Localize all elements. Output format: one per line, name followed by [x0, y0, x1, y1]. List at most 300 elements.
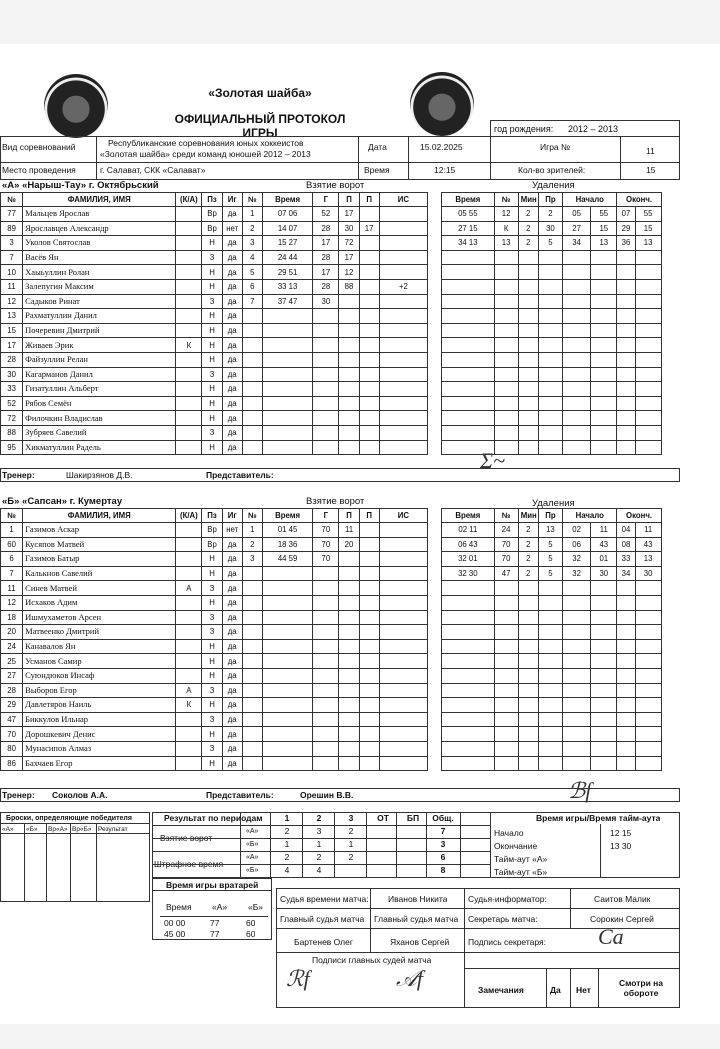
team-a-spacer: [428, 338, 442, 353]
team-a-header-3: Пз: [202, 193, 222, 207]
team-b-goal-time: [262, 625, 312, 640]
team-b-player-position: Н: [202, 654, 222, 669]
team-a-penalty-start-min: [563, 411, 591, 426]
date-value: 15.02.2025: [420, 142, 463, 152]
team-a-player-name: Живаев Эрик: [23, 338, 176, 353]
team-b-penalty-start-min: [563, 625, 591, 640]
team-b-goal-assist-2: [359, 581, 379, 596]
team-b-goal-assist-1: [339, 625, 359, 640]
team-b-penalty-reason: 5: [538, 566, 562, 581]
period-value-goals-b: 3: [440, 839, 446, 849]
team-b-penalty-time: [442, 595, 494, 610]
team-a-penalty-end-sec: [635, 309, 661, 324]
team-b-goal-time: [262, 639, 312, 654]
team-b-goal-strength: [379, 727, 427, 742]
team-a-goal-number: 7: [242, 294, 262, 309]
team-b-penalty-end-sec: 13: [635, 552, 661, 567]
period-value-goals-a: 2: [284, 826, 290, 836]
team-b-player-played: да: [222, 639, 242, 654]
team-a-header-9: П: [359, 193, 379, 207]
team-a-goal-scorer: [313, 411, 339, 426]
venue-label: Место проведения: [2, 165, 76, 175]
team-b-goal-assist-2: [359, 654, 379, 669]
team-b-spacer: [428, 727, 442, 742]
team-b-goal-scorer: 70: [313, 523, 339, 538]
team-a-spacer: [428, 396, 442, 411]
team-b-row: [1, 712, 680, 727]
team-a-penalty-reason: [538, 411, 562, 426]
team-a-row: [1, 265, 680, 280]
team-a-penalty-player: 12: [494, 207, 518, 222]
team-b-player-position: Вр: [202, 537, 222, 552]
team-a-penalty-end-sec: [635, 411, 661, 426]
team-b-goal-assist-2: [359, 566, 379, 581]
team-b-penalty-start-min: [563, 698, 591, 713]
head-ref-label-2: Главный судья матча: [374, 914, 459, 924]
team-b-penalty-time: [442, 698, 494, 713]
team-a-header-10: ИС: [379, 193, 427, 207]
team-a-penalty-player: [494, 265, 518, 280]
team-b-penalty-time: [442, 683, 494, 698]
head-ref-signature-1: ℛf: [286, 966, 310, 991]
team-b-table: [0, 508, 680, 771]
team-b-goal-strength: [379, 523, 427, 538]
team-a-rep-label: Представитель:: [206, 470, 274, 480]
team-b-goal-strength: [379, 756, 427, 771]
team-a-goal-time: [262, 440, 312, 455]
team-a-penalty-end-min: [617, 279, 635, 294]
team-b-goal-scorer: [313, 668, 339, 683]
team-b-player-number: 47: [1, 712, 23, 727]
team-b-row: [1, 639, 680, 654]
team-b-penalty-end-sec: [635, 698, 661, 713]
end-label: Окончание: [494, 841, 538, 851]
team-a-penalty-start-sec: 15: [591, 221, 617, 236]
team-b-row: [1, 537, 680, 552]
team-b-goal-number: [242, 625, 262, 640]
team-a-goal-number: 4: [242, 250, 262, 265]
team-b-penalty-end-sec: [635, 610, 661, 625]
team-a-penalty-reason: [538, 294, 562, 309]
team-b-goal-assist-2: [359, 741, 379, 756]
team-b-goals-title: Взятие ворот: [306, 496, 365, 507]
team-a-penalty-end-min: [617, 396, 635, 411]
team-b-goal-assist-2: [359, 727, 379, 742]
team-b-goal-assist-2: [359, 595, 379, 610]
team-a-penalty-start-min: [563, 294, 591, 309]
team-a-row: [1, 309, 680, 324]
team-a-player-played: нет: [222, 221, 242, 236]
team-b-goal-time: [262, 668, 312, 683]
team-b-player-role: [176, 610, 202, 625]
team-a-goal-scorer: [313, 323, 339, 338]
team-a-player-position: Вр: [202, 207, 222, 222]
team-b-penalty-end-sec: [635, 683, 661, 698]
team-a-coach: Шакирзянов Д.В.: [66, 470, 133, 480]
team-a-row: [1, 236, 680, 251]
team-b-penalty-start-sec: [591, 639, 617, 654]
team-a-player-role: [176, 221, 202, 236]
team-a-goal-scorer: [313, 396, 339, 411]
team-a-penalty-start-sec: [591, 279, 617, 294]
period-value-goals-a: 3: [316, 826, 322, 836]
team-a-header-7: Г: [313, 193, 339, 207]
team-a-player-number: 15: [1, 323, 23, 338]
team-a-goal-time: 33 13: [262, 279, 312, 294]
team-b-penalties-title: Удаления: [532, 498, 575, 509]
team-b-player-position: З: [202, 625, 222, 640]
team-b-penalty-end-min: [617, 756, 635, 771]
period-value-pim-a: 2: [316, 852, 322, 862]
team-a-penalty-minutes: 2: [518, 221, 538, 236]
team-b-player-position: З: [202, 610, 222, 625]
head-ref-label-1: Главный судья матча: [280, 914, 365, 924]
team-a-penalty-reason: [538, 338, 562, 353]
team-a-header-13: №: [494, 193, 518, 207]
team-a-penalty-end-sec: [635, 396, 661, 411]
team-a-player-played: да: [222, 265, 242, 280]
team-b-goal-assist-1: 11: [339, 523, 359, 538]
team-b-row: [1, 625, 680, 640]
team-a-goal-time: [262, 352, 312, 367]
team-b-penalty-end-min: [617, 683, 635, 698]
team-b-penalty-start-sec: [591, 727, 617, 742]
team-b-player-name: Кусяпов Матвей: [23, 537, 176, 552]
team-b-goal-time: 01 45: [262, 523, 312, 538]
team-b-goal-number: [242, 741, 262, 756]
team-b-spacer: [428, 566, 442, 581]
head-ref-2: Яханов Сергей: [390, 937, 450, 947]
team-b-player-number: 7: [1, 566, 23, 581]
team-a-row: [1, 221, 680, 236]
team-b-penalty-end-min: 08: [617, 537, 635, 552]
team-a-player-name: Рябов Семён: [23, 396, 176, 411]
team-a-goal-scorer: 17: [313, 265, 339, 280]
team-a-penalty-reason: [538, 250, 562, 265]
team-b-goal-scorer: [313, 581, 339, 596]
team-a-goal-assist-2: [359, 309, 379, 324]
team-b-player-role: [176, 639, 202, 654]
team-a-goal-scorer: [313, 382, 339, 397]
team-a-goal-scorer: 28: [313, 221, 339, 236]
team-b-player-number: 86: [1, 756, 23, 771]
team-a-penalty-minutes: [518, 309, 538, 324]
team-a-penalty-end-min: [617, 367, 635, 382]
team-b-header-2: (К/А): [176, 509, 202, 523]
team-b-penalty-minutes: 2: [518, 552, 538, 567]
team-b-player-name: Исхаков Адим: [23, 595, 176, 610]
team-a-penalty-end-sec: [635, 279, 661, 294]
team-b-player-played: да: [222, 668, 242, 683]
team-b-goal-strength: [379, 741, 427, 756]
team-a-goal-assist-1: 30: [339, 221, 359, 236]
shootout-col-0: «А»: [2, 826, 14, 833]
team-a-goal-assist-2: [359, 265, 379, 280]
remarks-label: Замечания: [478, 985, 524, 995]
team-a-penalty-end-min: [617, 323, 635, 338]
team-a-goal-assist-1: [339, 396, 359, 411]
team-a-goal-assist-2: [359, 236, 379, 251]
team-b-player-name: Мунасипов Алмаз: [23, 741, 176, 756]
team-b-spacer: [428, 625, 442, 640]
team-a-penalty-start-min: [563, 309, 591, 324]
team-b-spacer: [428, 654, 442, 669]
team-b-penalty-time: [442, 581, 494, 596]
secretary: Сорокин Сергей: [590, 914, 654, 924]
team-a-player-position: Н: [202, 236, 222, 251]
time-value: 12:15: [434, 165, 456, 175]
team-a-player-number: 89: [1, 221, 23, 236]
team-b-penalty-reason: [538, 625, 562, 640]
team-b-goal-strength: [379, 595, 427, 610]
team-b-penalty-player: [494, 639, 518, 654]
timeout-a-label: Тайм-аут «А»: [494, 854, 548, 864]
team-b-row: [1, 610, 680, 625]
team-b-penalty-end-sec: [635, 756, 661, 771]
team-a-penalty-end-min: [617, 425, 635, 440]
team-a-row: [1, 425, 680, 440]
team-a-penalty-start-min: [563, 338, 591, 353]
team-a-player-position: З: [202, 367, 222, 382]
team-b-goal-scorer: [313, 654, 339, 669]
team-a-goal-time: [262, 382, 312, 397]
team-a-goal-time: [262, 411, 312, 426]
team-b-player-played: да: [222, 581, 242, 596]
team-a-goal-time: [262, 396, 312, 411]
team-a-table: [0, 192, 680, 455]
team-a-goal-assist-2: [359, 411, 379, 426]
team-b-penalty-end-min: 04: [617, 523, 635, 538]
team-b-goal-number: 1: [242, 523, 262, 538]
period-col-2: 3: [348, 813, 354, 823]
team-a-penalty-end-min: [617, 294, 635, 309]
team-b-penalty-player: 24: [494, 523, 518, 538]
team-a-row: [1, 367, 680, 382]
team-a-penalty-time: [442, 323, 494, 338]
team-a-spacer: [428, 382, 442, 397]
team-b-penalty-player: [494, 683, 518, 698]
team-a-penalty-player: [494, 425, 518, 440]
team-b-player-role: [176, 741, 202, 756]
team-a-header-1: ФАМИЛИЯ, ИМЯ: [23, 193, 176, 207]
team-a-goal-number: 3: [242, 236, 262, 251]
team-a-penalty-end-sec: [635, 382, 661, 397]
period-col-1: 2: [316, 813, 322, 823]
team-b-penalty-time: 06 43: [442, 537, 494, 552]
team-a-penalty-end-sec: [635, 294, 661, 309]
team-b-penalty-minutes: [518, 610, 538, 625]
team-b-penalty-reason: 5: [538, 537, 562, 552]
game-label: Игра №: [540, 142, 571, 152]
team-a-goal-number: [242, 440, 262, 455]
team-b-player-number: 20: [1, 625, 23, 640]
team-a-goal-assist-2: [359, 279, 379, 294]
team-b-goal-number: [242, 566, 262, 581]
team-b-penalty-reason: [538, 727, 562, 742]
team-a-row: [1, 440, 680, 455]
team-b-spacer: [428, 668, 442, 683]
team-b-goal-scorer: [313, 712, 339, 727]
team-b-penalty-reason: [538, 639, 562, 654]
team-b-penalty-reason: [538, 698, 562, 713]
period-col-3: ОТ: [377, 813, 389, 823]
team-a-goal-strength: [379, 338, 427, 353]
team-a-player-name: Хаыьуллин Ролан: [23, 265, 176, 280]
team-b-penalty-start-min: 32: [563, 566, 591, 581]
goalie-col-2: «Б»: [248, 902, 264, 912]
team-b-goal-scorer: [313, 595, 339, 610]
end-value: 13 30: [610, 841, 632, 851]
team-b-spacer: [428, 610, 442, 625]
team-a-player-role: К: [176, 338, 202, 353]
team-b-penalty-end-sec: [635, 625, 661, 640]
team-a-goal-strength: [379, 309, 427, 324]
team-a-row: [1, 338, 680, 353]
team-b-goal-time: [262, 756, 312, 771]
team-a-spacer: [428, 323, 442, 338]
team-a-player-position: Н: [202, 323, 222, 338]
team-a-goal-strength: [379, 207, 427, 222]
team-a-penalty-minutes: [518, 425, 538, 440]
team-a-goal-assist-1: [339, 411, 359, 426]
team-a-penalty-time: [442, 425, 494, 440]
team-a-player-position: Н: [202, 411, 222, 426]
team-a-penalty-end-min: 36: [617, 236, 635, 251]
team-b-penalty-player: [494, 668, 518, 683]
birth-year: 2012 – 2013: [568, 124, 619, 134]
goalie-cell: 77: [210, 918, 220, 928]
team-a-player-role: [176, 250, 202, 265]
team-b-signature: ℬf: [568, 778, 592, 803]
team-b-header-9: П: [359, 509, 379, 523]
team-a-penalty-end-sec: [635, 352, 661, 367]
team-b-goal-number: [242, 756, 262, 771]
team-b-goal-assist-2: [359, 683, 379, 698]
team-a-goal-assist-2: [359, 323, 379, 338]
see-back-label: Смотри на обороте: [618, 978, 664, 998]
team-b-player-name: Суюндюков Инсаф: [23, 668, 176, 683]
team-b-spacer: [428, 741, 442, 756]
team-b-player-played: да: [222, 741, 242, 756]
team-b-penalty-minutes: [518, 756, 538, 771]
team-b-player-role: А: [176, 581, 202, 596]
team-b-penalty-end-min: 33: [617, 552, 635, 567]
team-a-player-played: да: [222, 207, 242, 222]
team-a-goal-number: [242, 338, 262, 353]
team-b-penalty-start-sec: [591, 654, 617, 669]
team-a-penalty-minutes: [518, 352, 538, 367]
period-value-goals-b: 1: [284, 839, 290, 849]
team-a-goal-strength: [379, 411, 427, 426]
team-a-goal-assist-1: [339, 367, 359, 382]
team-b-player-number: 11: [1, 581, 23, 596]
team-a-spacer: [428, 352, 442, 367]
team-a-penalty-minutes: [518, 265, 538, 280]
team-b-player-number: 80: [1, 741, 23, 756]
team-a-penalty-reason: 5: [538, 236, 562, 251]
team-b-penalty-start-min: [563, 741, 591, 756]
team-b-goal-scorer: [313, 625, 339, 640]
team-a-goal-scorer: 28: [313, 279, 339, 294]
team-b-penalty-player: 70: [494, 537, 518, 552]
team-b-header-7: Г: [313, 509, 339, 523]
team-a-penalty-reason: [538, 352, 562, 367]
team-a-goal-scorer: [313, 440, 339, 455]
team-b-penalty-reason: 13: [538, 523, 562, 538]
team-b-player-played: да: [222, 566, 242, 581]
team-a-spacer: [428, 221, 442, 236]
team-a-goal-time: 37 47: [262, 294, 312, 309]
team-a-penalty-end-min: [617, 309, 635, 324]
team-a-penalty-end-min: [617, 352, 635, 367]
team-a-player-number: 13: [1, 309, 23, 324]
team-b-row: [1, 698, 680, 713]
team-a-goal-number: 1: [242, 207, 262, 222]
team-a-penalties-title: Удаления: [532, 180, 575, 191]
team-a-player-name: Зубряев Савелий: [23, 425, 176, 440]
team-a-penalty-end-sec: [635, 425, 661, 440]
team-a-penalty-reason: [538, 265, 562, 280]
team-a-player-played: да: [222, 236, 242, 251]
team-b-header-17: Оконч.: [617, 509, 661, 523]
team-a-player-played: да: [222, 367, 242, 382]
team-a-goal-strength: [379, 250, 427, 265]
team-a-penalty-start-min: [563, 396, 591, 411]
team-a-penalty-end-sec: 13: [635, 236, 661, 251]
team-a-penalty-time: [442, 396, 494, 411]
team-b-penalty-minutes: 2: [518, 537, 538, 552]
team-a-player-played: да: [222, 352, 242, 367]
team-a-goal-assist-2: [359, 338, 379, 353]
team-b-goal-assist-1: [339, 595, 359, 610]
team-a-penalty-start-sec: [591, 425, 617, 440]
team-b-penalty-start-min: 02: [563, 523, 591, 538]
team-b-penalty-time: [442, 625, 494, 640]
team-a-player-role: [176, 411, 202, 426]
team-a-penalty-minutes: [518, 382, 538, 397]
team-a-penalty-end-sec: 55: [635, 207, 661, 222]
team-a-player-position: З: [202, 425, 222, 440]
team-a-player-number: 52: [1, 396, 23, 411]
team-b-player-number: 12: [1, 595, 23, 610]
team-a-penalty-player: [494, 367, 518, 382]
period-value-pim-b: 8: [440, 865, 446, 875]
team-b-penalty-start-sec: [591, 698, 617, 713]
team-a-penalty-start-sec: [591, 309, 617, 324]
team-b-player-role: [176, 654, 202, 669]
team-a-player-role: [176, 265, 202, 280]
team-a-penalty-time: [442, 352, 494, 367]
team-b-player-number: 29: [1, 698, 23, 713]
team-a-penalty-start-sec: [591, 338, 617, 353]
date-label: Дата: [368, 142, 387, 152]
team-a-player-played: да: [222, 440, 242, 455]
team-b-penalty-end-min: [617, 625, 635, 640]
team-b-goal-time: [262, 581, 312, 596]
team-a-penalty-minutes: [518, 279, 538, 294]
team-b-player-position: Н: [202, 756, 222, 771]
team-b-player-name: Усманов Самир: [23, 654, 176, 669]
team-b-penalty-end-min: [617, 741, 635, 756]
team-b-penalty-start-min: [563, 683, 591, 698]
team-a-player-number: 17: [1, 338, 23, 353]
team-a-player-played: да: [222, 250, 242, 265]
team-a-spacer: [428, 411, 442, 426]
team-a-goal-number: [242, 382, 262, 397]
team-a-penalty-end-min: [617, 265, 635, 280]
protocol-subtitle: «Золотая шайба»: [208, 86, 312, 100]
team-b-penalty-minutes: [518, 741, 538, 756]
